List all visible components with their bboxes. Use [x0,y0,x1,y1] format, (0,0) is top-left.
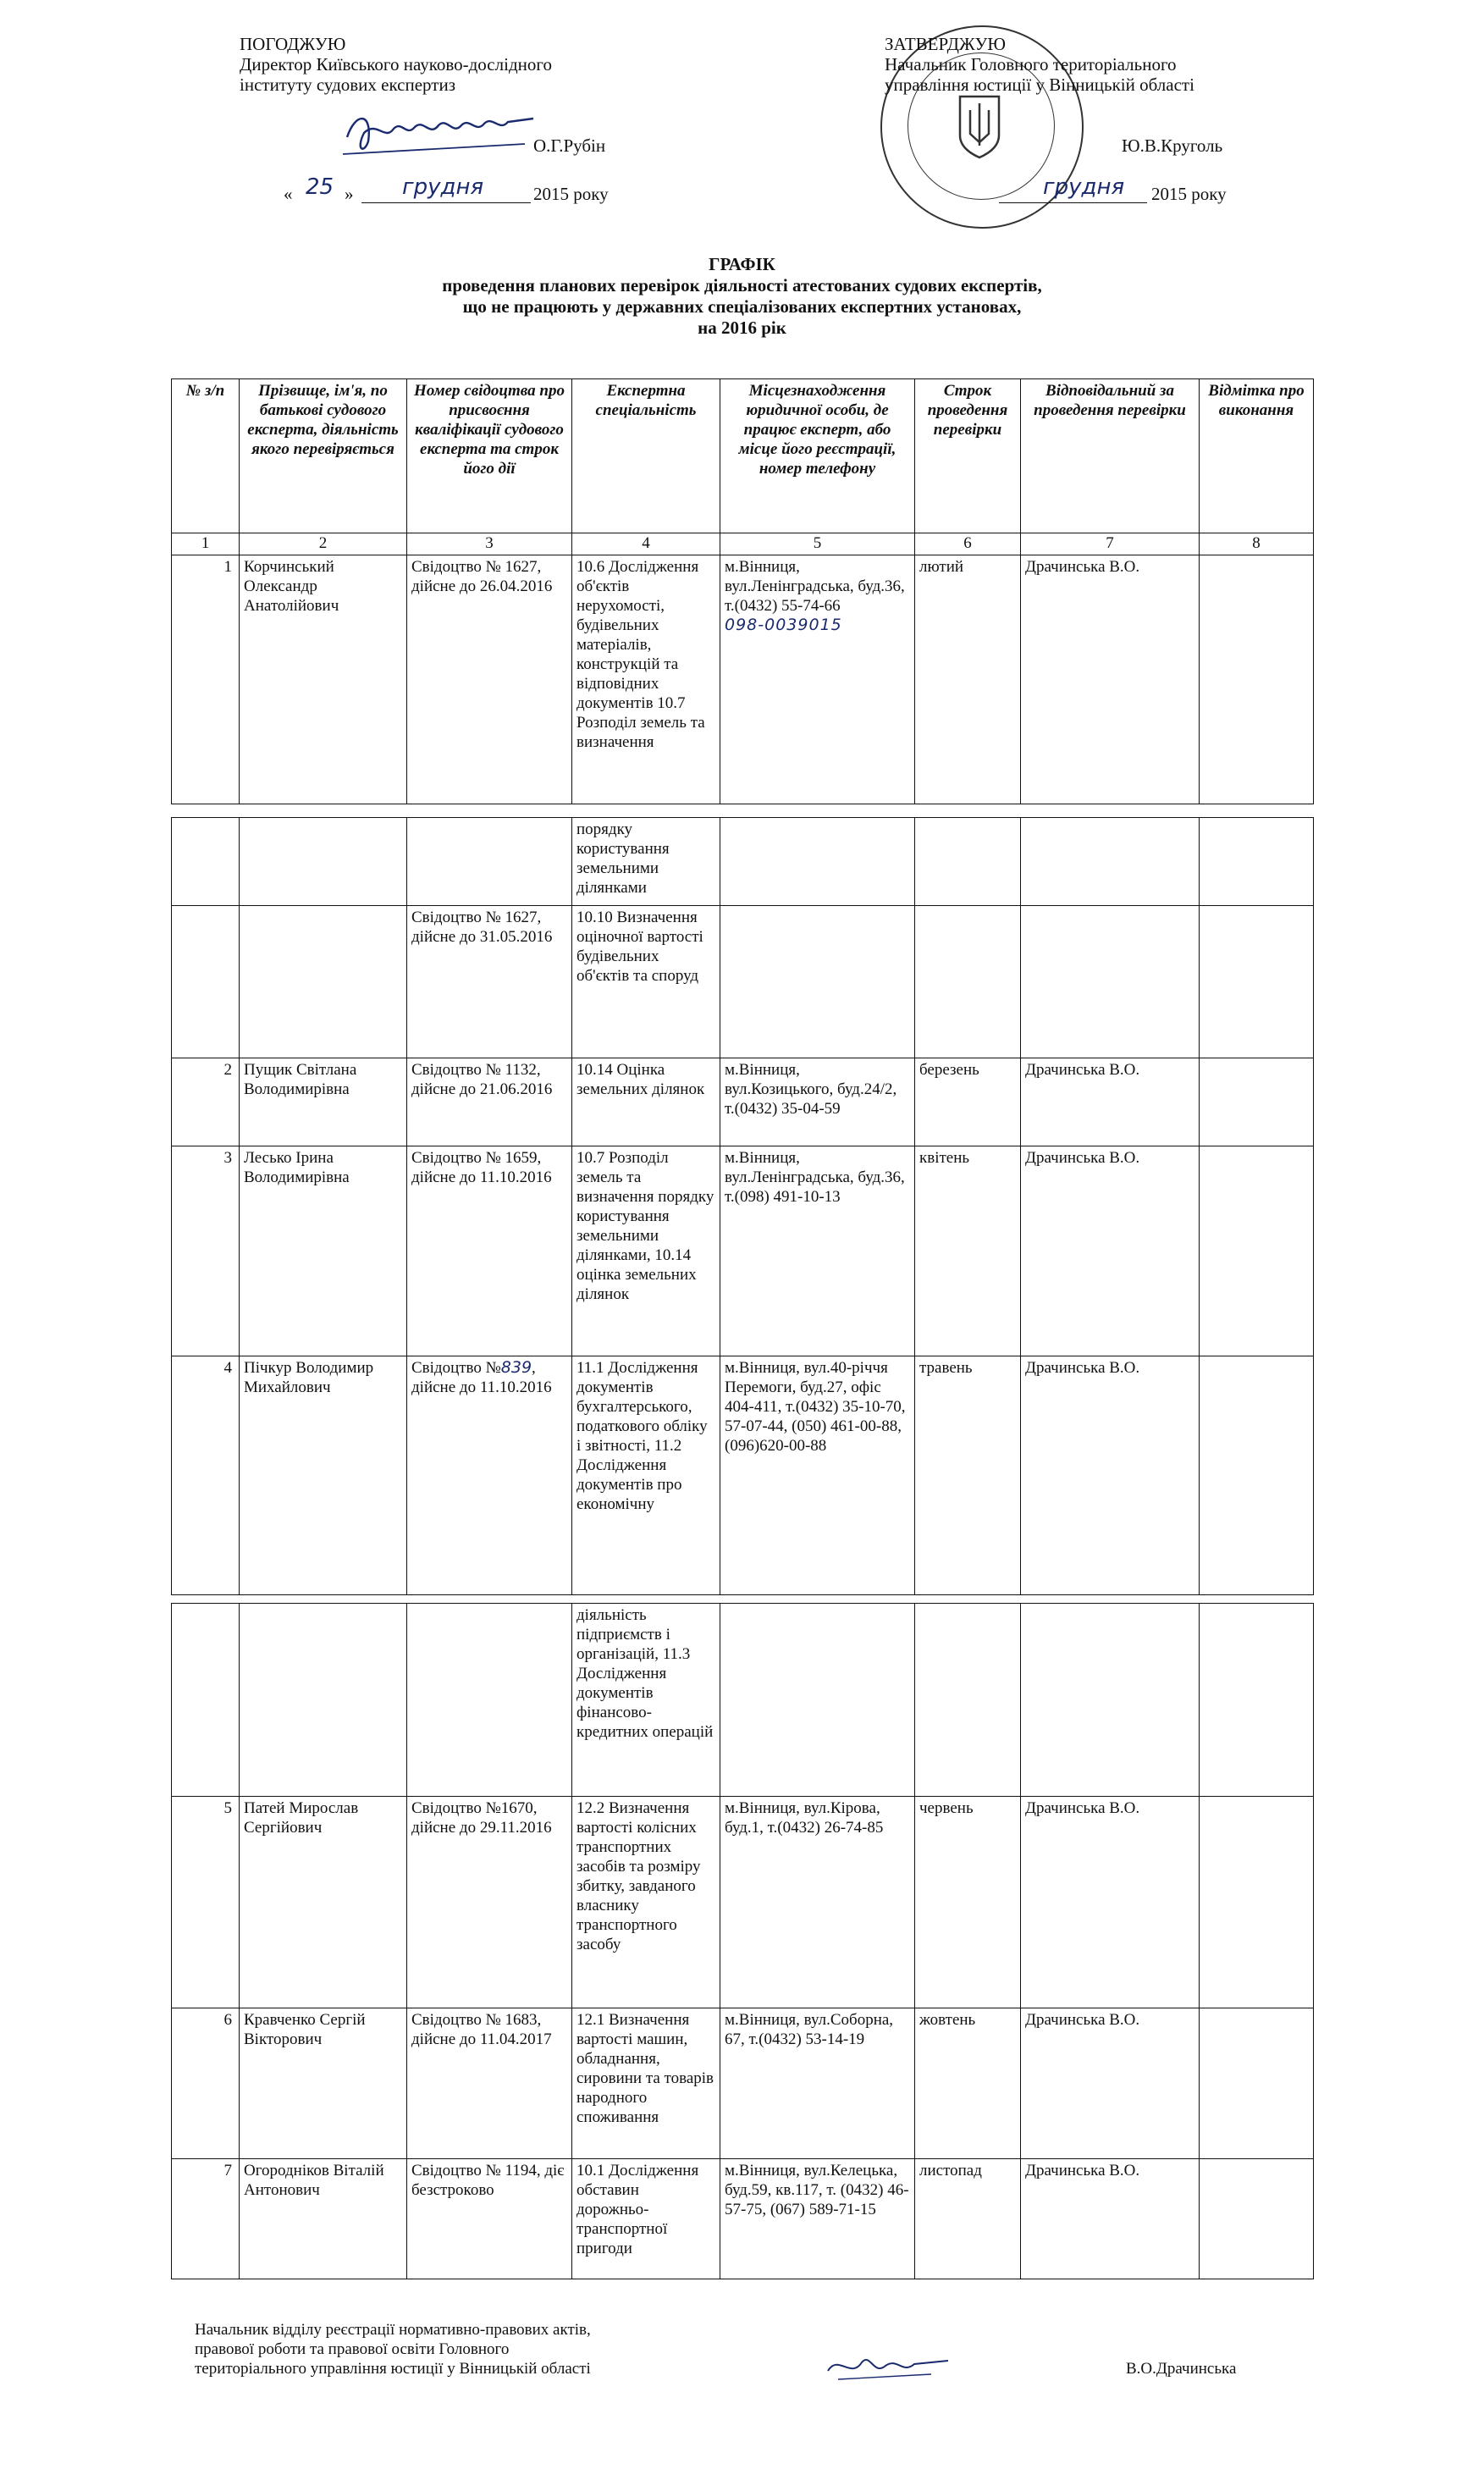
approval-left-name: О.Г.Рубін [533,135,606,156]
completion-mark [1200,2159,1314,2279]
table-row [172,1146,1314,1356]
check-term: червень [915,1797,1021,2008]
schedule-table-part-1 [171,378,1314,804]
check-term: березень [915,1058,1021,1146]
address [720,555,915,804]
approval-left-date-quote-close: » [345,184,354,204]
certificate: Свідоцтво №1670, дійсне до 29.11.2016 [407,1797,572,2008]
approval-left-date-quote-open: « [284,184,293,204]
title-line2: проведення планових перевірок діяльності атестованих судових експертів, [442,275,1042,296]
approval-right-position-line1: Начальник Головного територіального [885,54,1177,75]
completion-mark [1200,1146,1314,1356]
title-line1: ГРАФІК [709,254,775,274]
check-term: жовтень [915,2008,1021,2159]
address: м.Вінниця, вул.40-річчя Перемоги, буд.27, офіс 404-411, т.(0432) 35-10-70, 57-07-44, (050) 461-00-88, (096)620-00-88 [720,1356,915,1595]
column-number: 6 [915,533,1021,555]
specialty: 11.1 Дослідження документів бухгалтерського, податкового обліку і звітності, 11.2 Дослідження документів про економічну [572,1356,720,1595]
expert-name: Патей Мирослав Сергійович [240,1797,407,2008]
table-row [172,555,1314,804]
approval-left-label: ПОГОДЖУЮ [240,34,346,54]
footer-position-line1: Начальник відділу реєстрації нормативно-правових актів, [195,2321,591,2339]
footer-signatory [195,2320,804,2378]
expert-name: Корчинський Олександр Анатолійович [240,555,407,804]
certificate: Свідоцтво № 1659, дійсне до 11.10.2016 [407,1146,572,1356]
responsible: Драчинська В.О. [1021,1356,1200,1595]
title-line4: на 2016 рік [698,318,786,338]
completion-mark [1200,555,1314,804]
header-cell: Відповідальний за проведення перевірки [1021,379,1200,533]
approval-right-position-line2: управління юстиції у Вінницькій області [885,75,1194,95]
address-text: м.Вінниця, вул.Ленінградська, буд.36, т.(0432) 55-74-66 [725,558,905,615]
schedule-table-part-3 [171,1603,1314,2279]
header-cell: Строк проведення перевірки [915,379,1021,533]
row-number: 1 [172,555,240,804]
table-row [172,1058,1314,1146]
expert-name: Пущик Світлана Володимирівна [240,1058,407,1146]
table-row [172,2008,1314,2159]
certificate [407,1356,572,1595]
column-number: 4 [572,533,720,555]
specialty [572,555,720,804]
row-number: 6 [172,2008,240,2159]
expert-name: Лесько Ірина Володимирівна [240,1146,407,1356]
completion-mark [1200,1797,1314,2008]
specialty: 12.2 Визначення вартості колісних транспортних засобів та розміру збитку, завданого власнику транспортного засобу [572,1797,720,2008]
certificate-text-b: , дійсне до 11.10.2016 [411,1359,552,1396]
specialty: 10.14 Оцінка земельних ділянок [572,1058,720,1146]
responsible: Драчинська В.О. [1021,2159,1200,2279]
column-number: 7 [1021,533,1200,555]
table-row [172,2159,1314,2279]
responsible: Драчинська В.О. [1021,555,1200,804]
approval-left-position-line1: Директор Київського науково-дослідного [240,54,552,75]
address: м.Вінниця, вул.Козицького, буд.24/2, т.(0432) 35-04-59 [720,1058,915,1146]
approval-right-block [885,34,1393,95]
certificate: Свідоцтво № 1132, дійсне до 21.06.2016 [407,1058,572,1146]
approval-left-date-day: 25 [306,174,334,200]
table-row-continuation [172,1604,1314,1797]
header-cell: Прізвище, ім'я, по батькові судового експерта, діяльність якого перевіряється [240,379,407,533]
address: м.Вінниця, вул.Келецька, буд.59, кв.117, т. (0432) 46-57-75, (067) 589-71-15 [720,2159,915,2279]
row-number: 2 [172,1058,240,1146]
completion-mark [1200,2008,1314,2159]
coat-of-arms-icon [957,91,1002,159]
table-row-sub [172,906,1314,1058]
footer-name: В.О.Драчинська [1126,2360,1237,2378]
approval-right-date-underline [999,202,1147,203]
check-term: листопад [915,2159,1021,2279]
table-header-row [172,379,1314,533]
approval-left-position-line2: інституту судових експертиз [240,75,455,95]
table-row-continuation [172,818,1314,906]
certificate: Свідоцтво № 1627, дійсне до 26.04.2016 [407,555,572,804]
specialty: порядку користування земельними ділянками [572,818,720,906]
check-term: травень [915,1356,1021,1595]
signature-left [339,103,542,163]
approval-right-date-month: грудня [1043,174,1125,200]
completion-mark [1200,1058,1314,1146]
certificate: Свідоцтво № 1194, діє безстроково [407,2159,572,2279]
approval-left-date-underline [361,202,531,203]
responsible: Драчинська В.О. [1021,1058,1200,1146]
column-number: 1 [172,533,240,555]
column-number: 5 [720,533,915,555]
schedule-table-part-2 [171,817,1314,1595]
header-cell: № з/п [172,379,240,533]
row-number: 7 [172,2159,240,2279]
specialty: 10.10 Визначення оціночної вартості будівельних об'єктів та споруд [572,906,720,1058]
row-number: 3 [172,1146,240,1356]
table-row [172,1797,1314,2008]
approval-right-label: ЗАТВЕРДЖУЮ [885,34,1006,54]
table-row [172,1356,1314,1595]
approval-left-block [240,34,714,95]
expert-name: Кравченко Сергій Вікторович [240,2008,407,2159]
approval-right-date [999,174,1354,207]
header-cell: Експертна спеціальність [572,379,720,533]
check-term: квітень [915,1146,1021,1356]
header-cell: Номер свідоцтва про присвоєння кваліфікації судового експерта та строк його дії [407,379,572,533]
specialty: 10.1 Дослідження обставин дорожньо-транспортної пригоди [572,2159,720,2279]
address: м.Вінниця, вул.Ленінградська, буд.36, т.(098) 491-10-13 [720,1146,915,1356]
address: м.Вінниця, вул.Кірова, буд.1, т.(0432) 26-74-85 [720,1797,915,2008]
completion-mark [1200,1356,1314,1595]
title-line3: що не працюють у державних спеціалізованих експертних установах, [462,296,1022,317]
approval-left-date-month: грудня [402,174,484,200]
column-number: 2 [240,533,407,555]
address: м.Вінниця, вул.Соборна, 67, т.(0432) 53-14-19 [720,2008,915,2159]
row-number: 5 [172,1797,240,2008]
footer-signature [821,2345,957,2388]
document-title [254,254,1230,339]
column-number-row [172,533,1314,555]
specialty-text: 10.6 Дослідження об'єктів нерухомості, будівельних матеріалів, конструкцій та відповідних документів 10.7 Розподіл земель та визначення [576,558,705,751]
footer-position-line3: територіального управління юстиції у Вінницькій області [195,2360,591,2378]
specialty: діяльність підприємств і організацій, 11.3 Дослідження документів фінансово-кредитних операцій [572,1604,720,1797]
certificate-text-a: Свідоцтво № [411,1359,501,1377]
approval-right-date-year: 2015 року [1151,184,1227,204]
certificate: Свідоцтво № 1683, дійсне до 11.04.2017 [407,2008,572,2159]
approval-left-date-year: 2015 року [533,184,609,204]
responsible: Драчинська В.О. [1021,2008,1200,2159]
header-cell: Місцезнаходження юридичної особи, де працює експерт, або місце його реєстрації, номер телефону [720,379,915,533]
address-handwritten-phone: 098-0039015 [725,616,842,634]
approval-right-name: Ю.В.Круголь [1122,135,1223,156]
column-number: 3 [407,533,572,555]
header-cell: Відмітка про виконання [1200,379,1314,533]
responsible: Драчинська В.О. [1021,1797,1200,2008]
approval-left-date [284,174,681,207]
specialty: 10.7 Розподіл земель та визначення порядку користування земельними ділянками, 10.14 оцінка земельних ділянок [572,1146,720,1356]
footer-position-line2: правової роботи та правової освіти Головного [195,2340,510,2358]
certificate: Свідоцтво № 1627, дійсне до 31.05.2016 [407,906,572,1058]
certificate-handwritten-number: 839 [500,1358,532,1377]
specialty: 12.1 Визначення вартості машин, обладнання, сировини та товарів народного споживання [572,2008,720,2159]
row-number: 4 [172,1356,240,1595]
check-term: лютий [915,555,1021,804]
expert-name: Пічкур Володимир Михайлович [240,1356,407,1595]
column-number: 8 [1200,533,1314,555]
expert-name: Огородніков Віталій Антонович [240,2159,407,2279]
responsible: Драчинська В.О. [1021,1146,1200,1356]
